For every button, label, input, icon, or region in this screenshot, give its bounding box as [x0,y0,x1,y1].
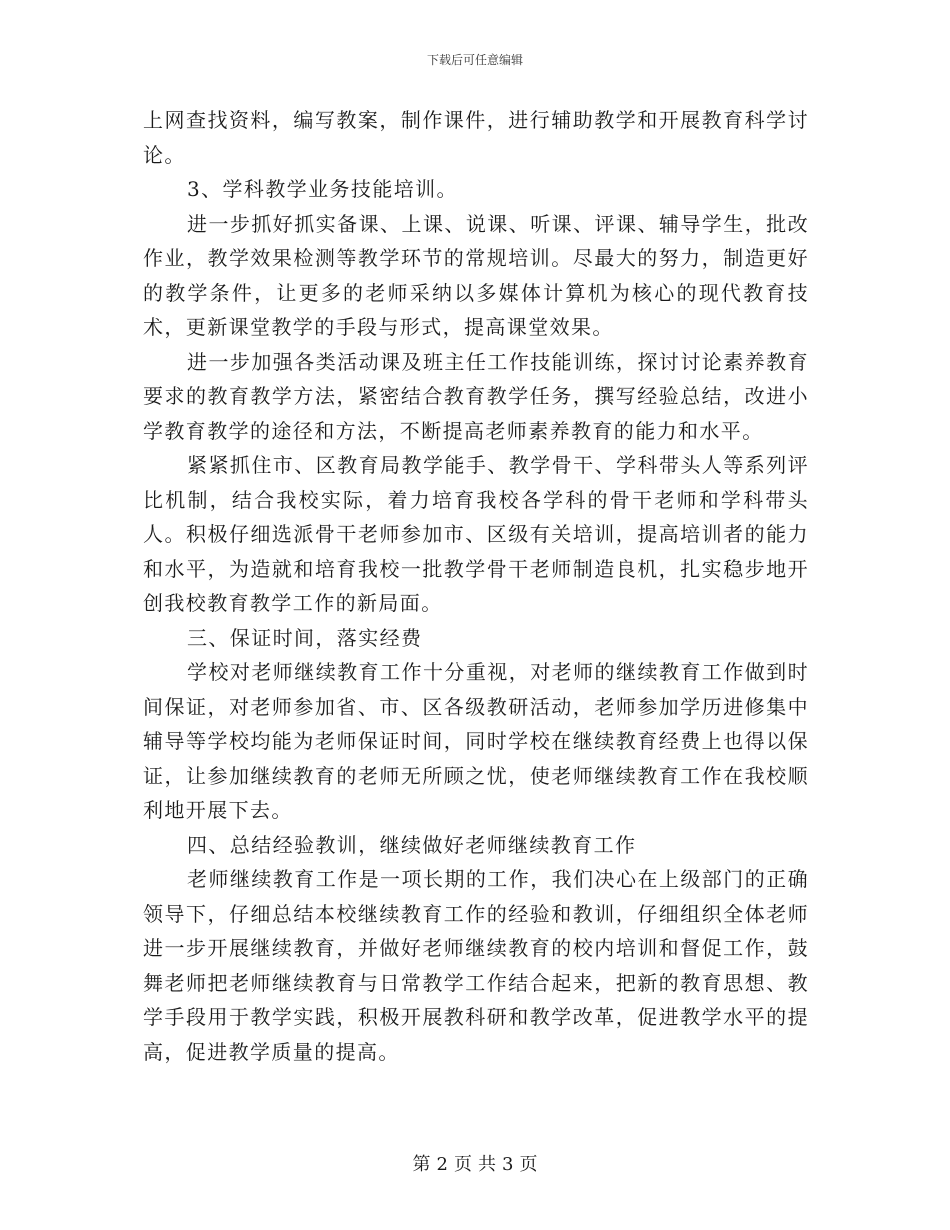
footer-total-word: 共 [478,1154,496,1175]
section-heading-3: 三、保证时间，落实经费 [187,625,423,650]
paragraph-9: 老师继续教育工作是一项长期的工作，我们决心在上级部门的正确领导下，仔细总结本校继续教育工作的经验和教训，仔细组织全体老师进一步开展继续教育，并做好老师继续教育的校内培训和督促工作，鼓舞老师把老师继续教育与日常教学工作结合起来，把新的教育思想、教学手段用于教学实践，积极开展教科研和教学改革，促进教学水平的提高，促进教学质量的提高。 [143,867,809,1064]
footer-suffix: 页 [519,1154,538,1175]
footer-current-page: 2 [436,1154,448,1175]
paragraph-5: 紧紧抓住市、区教育局教学能手、教学骨干、学科带头人等系列评比机制，结合我校实际，着力培育我校各学科的骨干老师和学科带头人。积极仔细选派骨干老师参加市、区级有关培训，提高培训者的能力和水平，为造就和培育我校一批教学骨干老师制造良机，扎实稳步地开创我校教育教学工作的新局面。 [143,453,809,615]
paragraph-3: 进一步抓好抓实备课、上课、说课、听课、评课、辅导学生，批改作业，教学效果检测等教学环节的常规培训。尽最大的努力，制造更好的教学条件，让更多的老师采纳以多媒体计算机为核心的现代教育技术，更新课堂教学的手段与形式，提高课堂效果。 [143,211,809,339]
footer-total-pages: 3 [502,1154,514,1175]
section-heading-4: 四、总结经验教训，继续做好老师继续教育工作 [187,832,637,857]
page-number-footer [0,1153,950,1177]
page-header-note: 下载后可任意编辑 [426,53,523,67]
document-body [143,103,809,1069]
footer-prefix: 第 [412,1154,431,1175]
subheading-3-subject-skills: 3、学科教学业务技能培训。 [187,177,458,201]
footer-page-word: 页 [454,1154,472,1175]
paragraph-4: 进一步加强各类活动课及班主任工作技能训练，探讨讨论素养教育要求的教育教学方法，紧密结合教育教学任务，撰写经验总结，改进小学教育教学的途径和方法，不断提高老师素养教育的能力和水平。 [143,349,809,443]
paragraph-1: 上网查找资料，编写教案，制作课件，进行辅助教学和开展教育科学讨论。 [143,108,809,167]
paragraph-7: 学校对老师继续教育工作十分重视，对老师的继续教育工作做到时间保证，对老师参加省、市、区各级教研活动，老师参加学历进修集中辅导等学校均能为老师保证时间，同时学校在继续教育经费上也得以保证，让参加继续教育的老师无所顾之忧，使老师继续教育工作在我校顺利地开展下去。 [143,660,809,822]
